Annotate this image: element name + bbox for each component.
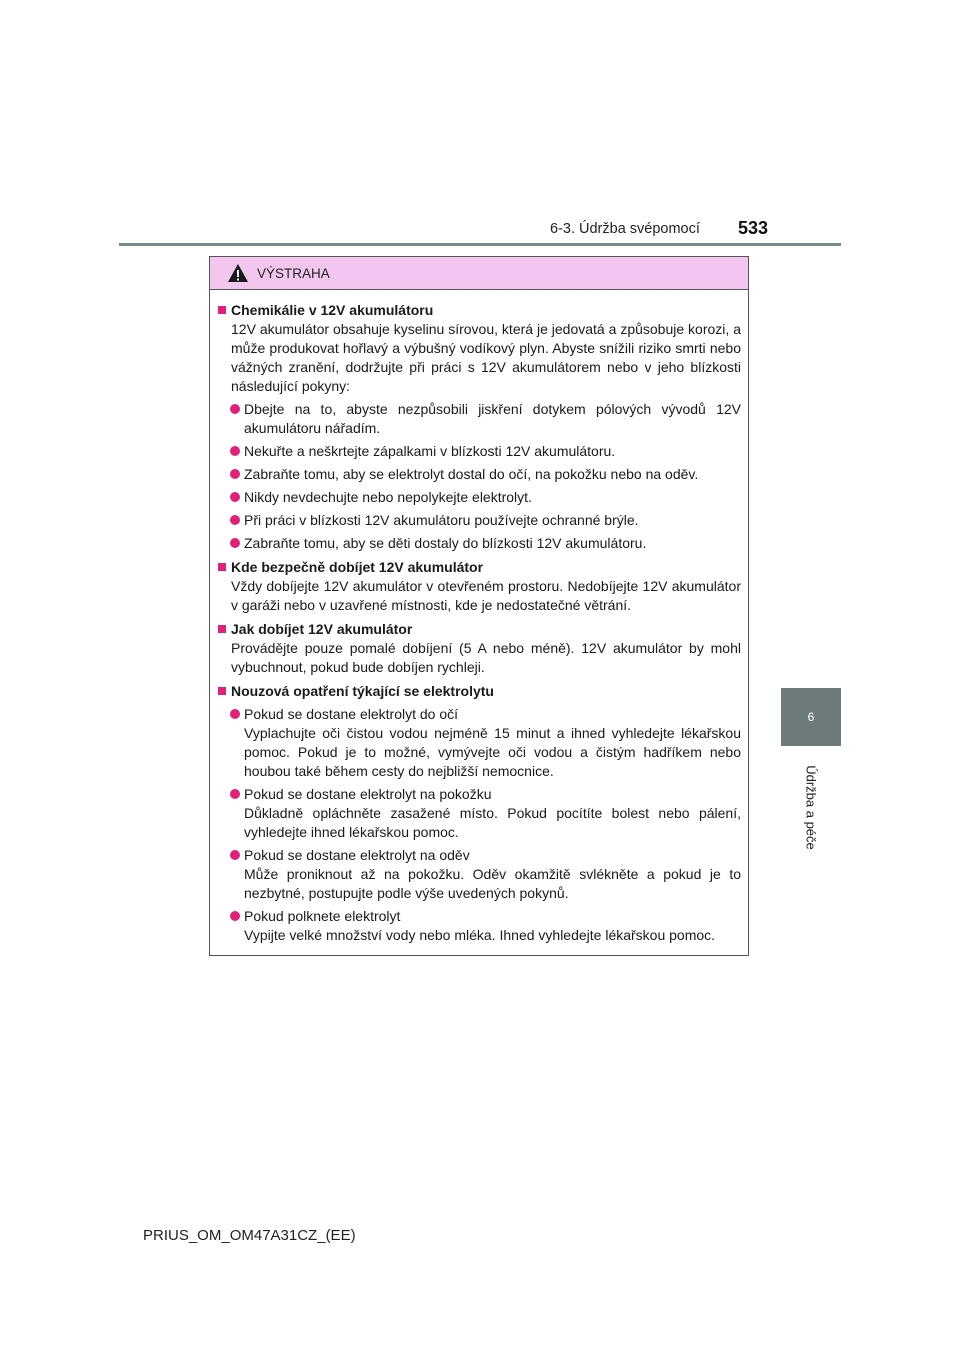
warning-triangle-icon — [227, 263, 249, 283]
section-paragraph: Provádějte pouze pomalé dobíjení (5 A nebo méně). 12V akumulátor by mohl vybuchnout, pokud bude dobíjen rychleji. — [231, 640, 741, 675]
bullet-text: Pokud polknete elektrolyt Vypijte velké množství vody nebo mléka. Ihned vyhledejte lékařskou pomoc. — [244, 908, 716, 943]
document-code: PRIUS_OM_OM47A31CZ_(EE) — [143, 1227, 356, 1244]
section-heading-text: Nouzová opatření týkající se elektrolytu — [231, 683, 494, 699]
page-number: 533 — [738, 218, 769, 238]
bullet-text: Pokud se dostane elektrolyt do očí Vyplachujte oči čistou vodou nejméně 15 minut a ihned vyhledejte lékařskou pomoc. Pokud je to možné, vymývejte oči vodou a čistým hadříkem nebo houbou také během cesty do nejbližší nemocnice. — [244, 706, 741, 779]
round-bullet-icon — [230, 492, 240, 502]
square-bullet-icon — [218, 625, 226, 633]
chapter-tab — [781, 688, 841, 746]
square-bullet-icon — [218, 563, 226, 571]
bullet-item — [218, 488, 741, 507]
section-title: 6-3. Údržba svépomocí — [550, 221, 700, 237]
warning-box — [209, 256, 749, 956]
warning-body — [210, 290, 748, 945]
round-bullet-icon — [230, 515, 240, 525]
bullet-item — [218, 785, 741, 842]
section-heading-text: Chemikálie v 12V akumulátoru — [231, 302, 434, 318]
warning-section — [218, 558, 741, 615]
bullet-text: Nikdy nevdechujte nebo nepolykejte elektrolyt. — [244, 489, 532, 505]
chapter-label-container — [781, 756, 841, 856]
bullet-text: Zabraňte tomu, aby se elektrolyt dostal do očí, na pokožku nebo na oděv. — [244, 466, 699, 482]
bullet-text: Dbejte na to, abyste nezpůsobili jiskření dotykem pólových vývodů 12V akumulátoru nářadím. — [244, 401, 741, 436]
section-heading — [218, 558, 741, 577]
warning-title: VÝSTRAHA — [257, 265, 330, 281]
bullet-item — [218, 846, 741, 903]
round-bullet-icon — [230, 850, 240, 860]
section-paragraph: 12V akumulátor obsahuje kyselinu sírovou, která je jedovatá a způsobuje korozi, a může produkovat hořlavý a výbušný vodíkový plyn. Abyste snížili riziko smrti nebo vážných zranění, dodržujte při práci s 12V akumulátorem nebo v jeho blízkosti následující pokyny: — [231, 321, 741, 394]
chapter-number: 6 — [807, 710, 815, 724]
bullet-item — [218, 907, 741, 945]
section-paragraph: Vždy dobíjejte 12V akumulátor v otevřeném prostoru. Nedobíjejte 12V akumulátor v garáži nebo v uzavřené místnosti, kde je nedostatečné větrání. — [231, 578, 741, 613]
warning-header — [210, 257, 748, 290]
round-bullet-icon — [230, 404, 240, 414]
warning-section — [218, 620, 741, 677]
section-heading — [218, 682, 741, 701]
bullet-text: Nekuřte a neškrtejte zápalkami v blízkosti 12V akumulátoru. — [244, 443, 616, 459]
round-bullet-icon — [230, 469, 240, 479]
square-bullet-icon — [218, 687, 226, 695]
warning-section — [218, 301, 741, 553]
header-divider — [119, 243, 841, 246]
section-heading — [218, 620, 741, 639]
chapter-label: Údržba a péče — [803, 765, 819, 850]
round-bullet-icon — [230, 709, 240, 719]
bullet-item — [218, 705, 741, 781]
round-bullet-icon — [230, 789, 240, 799]
bullet-text: Zabraňte tomu, aby se děti dostaly do blízkosti 12V akumulátoru. — [244, 535, 647, 551]
square-bullet-icon — [218, 306, 226, 314]
round-bullet-icon — [230, 538, 240, 548]
section-heading-text: Kde bezpečně dobíjet 12V akumulátor — [231, 559, 484, 575]
bullet-text: Při práci v blízkosti 12V akumulátoru používejte ochranné brýle. — [244, 512, 639, 528]
warning-section — [218, 682, 741, 945]
round-bullet-icon — [230, 446, 240, 456]
section-heading-text: Jak dobíjet 12V akumulátor — [231, 621, 413, 637]
bullet-text: Pokud se dostane elektrolyt na pokožku Důkladně opláchněte zasažené místo. Pokud pocítíte bolest nebo pálení, vyhledejte ihned lékařskou pomoc. — [244, 786, 741, 840]
bullet-item — [218, 400, 741, 438]
bullet-text: Pokud se dostane elektrolyt na oděv Může proniknout až na pokožku. Oděv okamžitě svlékněte a pokud je to nezbytné, postupujte podle výše uvedených pokynů. — [244, 847, 741, 901]
bullet-item — [218, 511, 741, 530]
bullet-item — [218, 534, 741, 553]
round-bullet-icon — [230, 911, 240, 921]
section-heading — [218, 301, 741, 320]
bullet-item — [218, 465, 741, 484]
bullet-item — [218, 442, 741, 461]
